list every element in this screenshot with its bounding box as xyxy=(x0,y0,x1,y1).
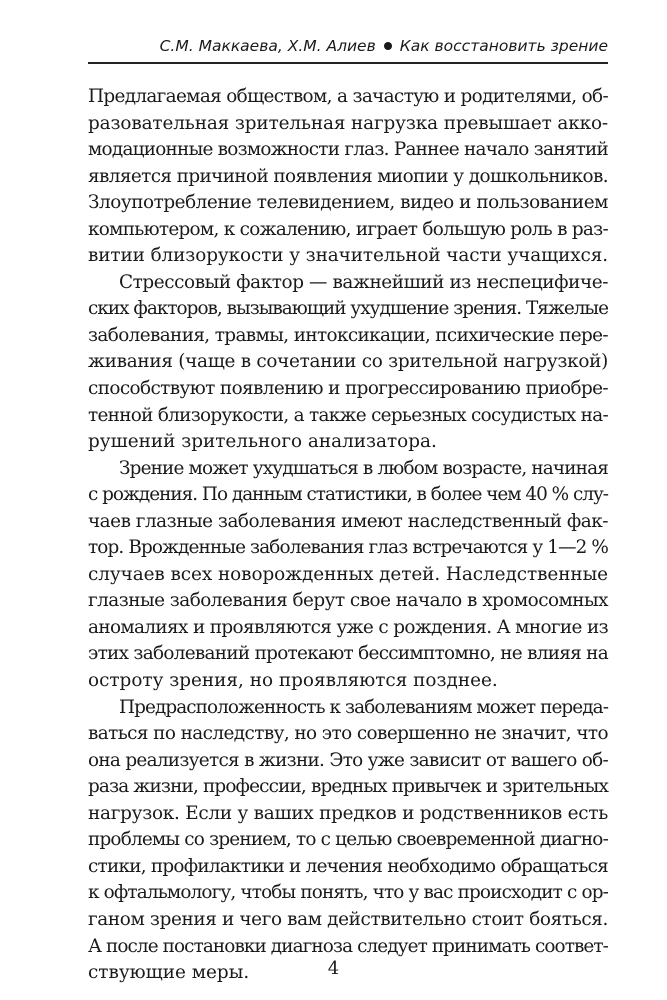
text-line: проблемы со зрением, то с целью своевременной диагно- xyxy=(88,829,608,851)
running-header xyxy=(88,30,608,64)
text-line: компьютером, к сожалению, играет большую роль в раз- xyxy=(88,218,608,240)
text-line: аномалиях и проявляются уже с рождения. А многие из xyxy=(88,616,608,638)
text-line: тенной близорукости, а также серьезных сосудистых на- xyxy=(88,404,609,426)
text-line: случаев всех новорожденных детей. Наследственные xyxy=(88,563,608,585)
text-line: ских факторов, вызывающий ухудшение зрения. Тяжелые xyxy=(88,298,609,320)
text-line: этих заболеваний протекают бессимптомно, не влияя на xyxy=(88,643,608,665)
page-number: 4 xyxy=(327,958,340,979)
text-line: Зрение может ухудшаться в любом возрасте, начиная xyxy=(119,457,608,479)
text-line: глазные заболевания берут свое начало в хромосомных xyxy=(88,590,609,612)
text-line: стики, профилактики и лечения необходимо обращаться xyxy=(88,855,608,877)
paragraph-2 xyxy=(88,270,608,456)
text-line: остроту зрения, но проявляются позднее. xyxy=(88,670,498,692)
text-line: с рождения. По данным статистики, в более чем 40 % слу- xyxy=(88,484,608,506)
text-line: живания (чаще в сочетании со зрительной нагрузкой) xyxy=(88,351,608,373)
text-line: ваться по наследству, но это совершенно не значит, что xyxy=(88,723,608,745)
text-line: А после постановки диагноза следует принимать соответ- xyxy=(88,935,608,957)
bullet-separator-icon xyxy=(384,42,392,50)
text-line: заболевания, травмы, интоксикации, психические пере- xyxy=(88,324,609,346)
paragraph-1 xyxy=(88,84,608,270)
text-line: витии близорукости у значительной части учащихся. xyxy=(88,245,608,267)
text-line: чаев глазные заболевания имеют наследственный фак- xyxy=(88,510,609,532)
text-line: Предлагаемая обществом, а зачастую и родителями, об- xyxy=(88,86,608,107)
text-line: Стрессовый фактор — важнейший из неспецифиче- xyxy=(119,271,609,293)
text-line: она реализуется в жизни. Это уже зависит от вашего об- xyxy=(88,749,609,771)
text-line: Предрасположенность к заболеваниям может переда- xyxy=(119,696,608,718)
text-line: Злоупотребление телевидением, видео и пользованием xyxy=(88,192,609,214)
text-line: разовательная зрительная нагрузка превышает акко- xyxy=(88,112,608,134)
paragraph-3 xyxy=(88,456,608,695)
header-book-title: Как восстановить зрение xyxy=(399,37,608,55)
paragraph-4 xyxy=(88,695,608,987)
text-line: ганом зрения и чего вам действительно стоит бояться. xyxy=(88,908,609,930)
text-line: способствуют появлению и прогрессированию приобре- xyxy=(88,378,609,400)
text-line: ствующие меры. xyxy=(88,962,250,984)
header-authors: С.М. Маккаева, Х.М. Алиев xyxy=(159,37,376,55)
text-line: раза жизни, профессии, вредных привычек и зрительных xyxy=(88,776,608,798)
text-line: тор. Врожденные заболевания глаз встречаются у 1—2 % xyxy=(88,537,608,559)
text-line: к офтальмологу, чтобы понять, что у вас происходит с ор- xyxy=(88,882,608,904)
text-line: рушений зрительного анализатора. xyxy=(88,431,437,453)
body-text xyxy=(88,84,608,987)
text-line: является причиной появления миопии у дошкольников. xyxy=(88,165,609,187)
text-line: нагрузок. Если у ваших предков и родственников есть xyxy=(88,802,609,824)
text-line: модационные возможности глаз. Раннее начало занятий xyxy=(88,139,608,161)
